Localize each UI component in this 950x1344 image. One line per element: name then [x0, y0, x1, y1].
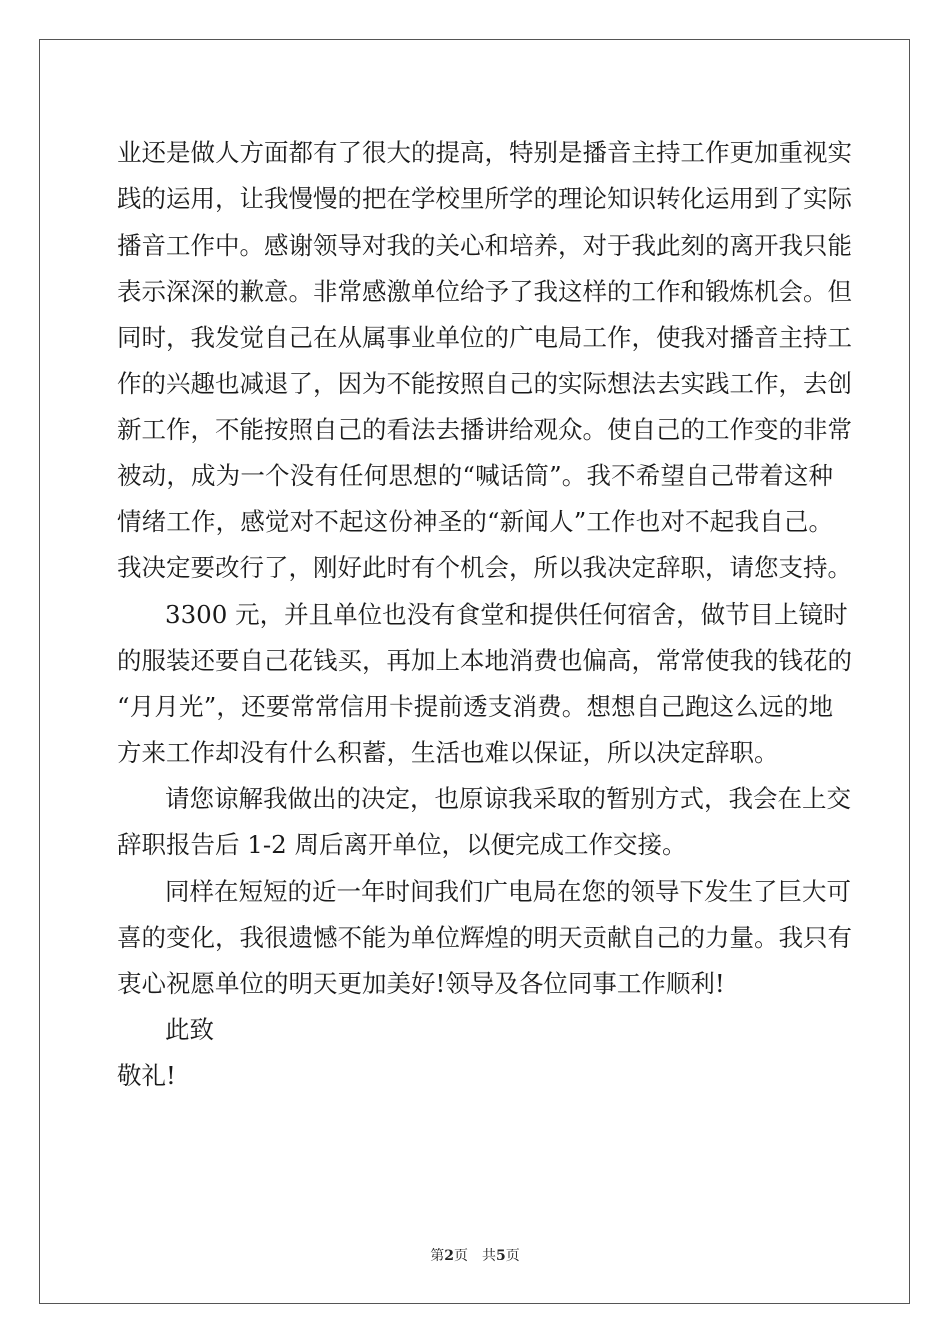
current-page-number: 2: [444, 1248, 454, 1264]
text-line: 被动，成为一个没有任何思想的“喊话筒”。我不希望自己带着这种: [117, 461, 833, 490]
text-line: 方来工作却没有什么积蓄，生活也难以保证，所以决定辞职。: [117, 738, 779, 767]
footer-mid: 页 共: [454, 1248, 496, 1264]
footer-prefix: 第: [430, 1248, 445, 1264]
text-line: 践的运用，让我慢慢的把在学校里所学的理论知识转化运用到了实际: [117, 184, 852, 213]
text-line: 表示深深的歉意。非常感激单位给予了我这样的工作和锻炼机会。但: [117, 277, 852, 306]
text-line: 喜的变化，我很遗憾不能为单位辉煌的明天贡献自己的力量。我只有: [117, 923, 852, 952]
closing-line: 此致: [165, 1015, 214, 1044]
salutation-line: 敬礼!: [117, 1061, 176, 1090]
text-line: 衷心祝愿单位的明天更加美好!领导及各位同事工作顺利!: [117, 969, 725, 998]
text-line: “月月光”，还要常常信用卡提前透支消费。想想自己跑这么远的地: [117, 692, 833, 721]
page-footer: [0, 1247, 950, 1265]
text-line: 情绪工作，感觉对不起这份神圣的“新闻人”工作也对不起我自己。: [117, 507, 833, 536]
text-line: 新工作，不能按照自己的看法去播讲给观众。使自己的工作变的非常: [117, 415, 852, 444]
text-line: 的服装还要自己花钱买，再加上本地消费也偏高，常常使我的钱花的: [117, 646, 852, 675]
footer-suffix: 页: [505, 1248, 520, 1264]
text-line: 同样在短短的近一年时间我们广电局在您的领导下发生了巨大可: [165, 877, 851, 906]
text-line: 请您谅解我做出的决定，也原谅我采取的暂别方式，我会在上交: [165, 784, 851, 813]
text-line: 播音工作中。感谢领导对我的关心和培养，对于我此刻的离开我只能: [117, 231, 852, 260]
total-page-count: 5: [496, 1248, 506, 1264]
text-line: 业还是做人方面都有了很大的提高，特别是播音主持工作更加重视实: [117, 138, 852, 167]
text-line: 辞职报告后 1-2 周后离开单位，以便完成工作交接。: [117, 830, 687, 859]
text-line: 我决定要改行了，刚好此时有个机会，所以我决定辞职，请您支持。: [117, 553, 852, 582]
text-line: 作的兴趣也减退了，因为不能按照自己的实际想法去实践工作，去创: [117, 369, 852, 398]
text-line: 3300 元，并且单位也没有食堂和提供任何宿舍，做节目上镜时: [165, 600, 848, 629]
text-line: 同时，我发觉自己在从属事业单位的广电局工作，使我对播音主持工: [117, 323, 852, 352]
